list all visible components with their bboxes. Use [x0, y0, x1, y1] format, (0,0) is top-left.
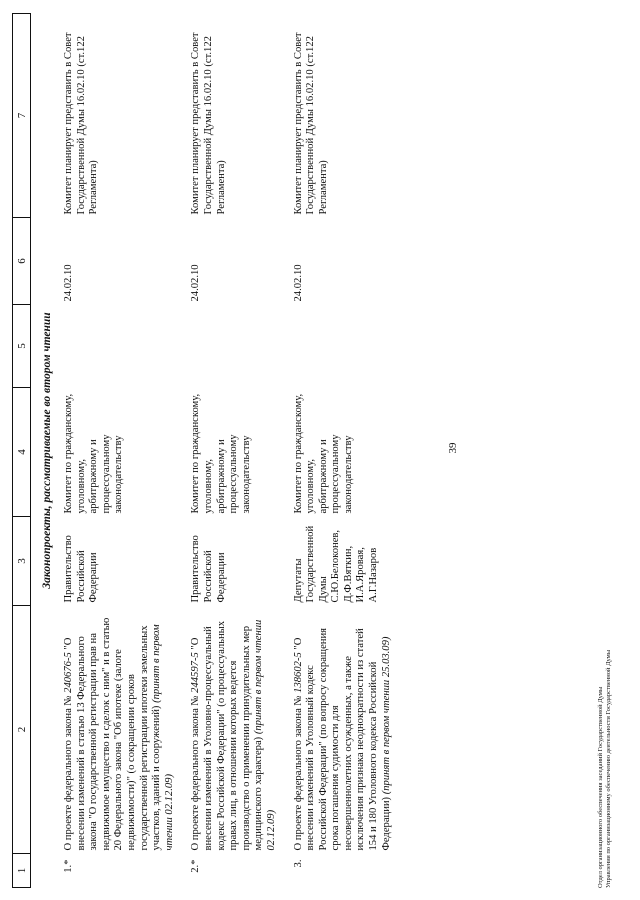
column-header-1: 1 — [13, 854, 31, 888]
remark: Комитет планирует представить в Совет Государственной Думы 16.02.10 (ст.122 Регламента) — [63, 32, 100, 215]
remark: Комитет планирует представить в Совет Государственной Думы 16.02.10 (ст.122 Регламента) — [292, 32, 329, 215]
bill-note: (о процессуальных правах лиц, в отношении которых ведется производство о применении принудительных мер медицинского характера) — [215, 620, 265, 851]
footer-line-1: Отдел организационного обеспечения заседаний Государственной Думы — [597, 686, 604, 888]
bill-prefix: О проекте федерального закона № — [63, 692, 74, 851]
bill-description — [289, 606, 404, 854]
bill-initiator: Депутаты Государственной Думы С.Ю.Белоконев, Д.Ф.Вяткин, И.А.Яровая, А.Г.Назаров — [292, 525, 380, 603]
row-number: 1.* — [63, 859, 74, 873]
footer-line-2: Управления по организационному обеспечению деятельности Государственной Думы — [605, 649, 612, 888]
column-5-cell — [289, 305, 404, 388]
bill-description — [186, 606, 288, 854]
column-header-3: 3 — [13, 517, 31, 606]
column-header-4: 4 — [13, 388, 31, 517]
column-5-cell — [186, 305, 288, 388]
column-header-5: 5 — [13, 305, 31, 388]
bill-title: "О внесении изменений в статью 13 Федерального закона "О государственной регистрации прав на недвижимое имущество и сделок с ним" и в статью 20 Федерального закона "Об ипотеке (залоге недвижимости)" — [63, 617, 137, 851]
consideration-date: 24.02.10 — [292, 264, 304, 302]
bill-number: 240676-5 — [63, 652, 74, 693]
bill-note: (о сокращении сроков государственной регистрации ипотеки земельных участков, зданий и сооружений) — [125, 625, 163, 851]
bill-number: 244597-5 — [190, 652, 202, 693]
responsible-committee: Комитет по гражданскому, уголовному, арбитражному и процессуальному законодательству — [63, 393, 125, 514]
responsible-committee: Комитет по гражданскому, уголовному, арбитражному и процессуальному законодательству — [190, 393, 252, 514]
bill-status: (принят в первом чтении 02.12.09) — [151, 624, 175, 851]
table-row — [59, 14, 186, 888]
bill-title: "О внесении изменений в Уголовно-процессуальный кодекс Российской Федерации" — [190, 626, 227, 851]
column-number-header-row — [13, 14, 31, 888]
bill-initiator: Правительство Российской Федерации — [190, 535, 227, 603]
column-header-7: 7 — [13, 14, 31, 218]
bill-prefix: О проекте федерального закона № — [292, 692, 304, 851]
bill-status: (принят в первом чтении 02.12.09) — [253, 619, 277, 851]
bill-prefix: О проекте федерального закона № — [190, 692, 202, 851]
bills-table — [12, 13, 403, 888]
bill-description — [59, 606, 186, 854]
table-row — [186, 14, 288, 888]
column-header-6: 6 — [13, 218, 31, 305]
row-number: 2.* — [190, 859, 202, 873]
bill-title: "О внесении изменений в Уголовный кодекс Российской Федерации" — [292, 637, 329, 851]
column-5-cell — [59, 305, 186, 388]
section-title: Законопроекты, рассматриваемые во втором чтении — [41, 312, 53, 589]
remark: Комитет планирует представить в Совет Государственной Думы 16.02.10 (ст.122 Регламента) — [190, 32, 227, 215]
consideration-date: 24.02.10 — [63, 264, 74, 302]
responsible-committee: Комитет по гражданскому, уголовному, арбитражному и процессуальному законодательству — [292, 393, 354, 514]
column-header-2: 2 — [13, 606, 31, 854]
table-row — [289, 14, 404, 888]
row-number: 3. — [292, 859, 304, 868]
consideration-date: 24.02.10 — [190, 264, 202, 302]
bill-note: (по вопросу сокращения срока погашения судимости для несовершеннолетних осужденных, а также исключения признака неоднократности из статей 154 и 180 Уголовного кодекса Российской Федерации) — [317, 628, 392, 851]
bill-number: 138602-5 — [292, 652, 304, 693]
bill-status: (принят в первом чтении 25.03.09) — [380, 636, 392, 795]
page-number: 39 — [447, 442, 459, 454]
bill-initiator: Правительство Российской Федерации — [63, 535, 100, 603]
